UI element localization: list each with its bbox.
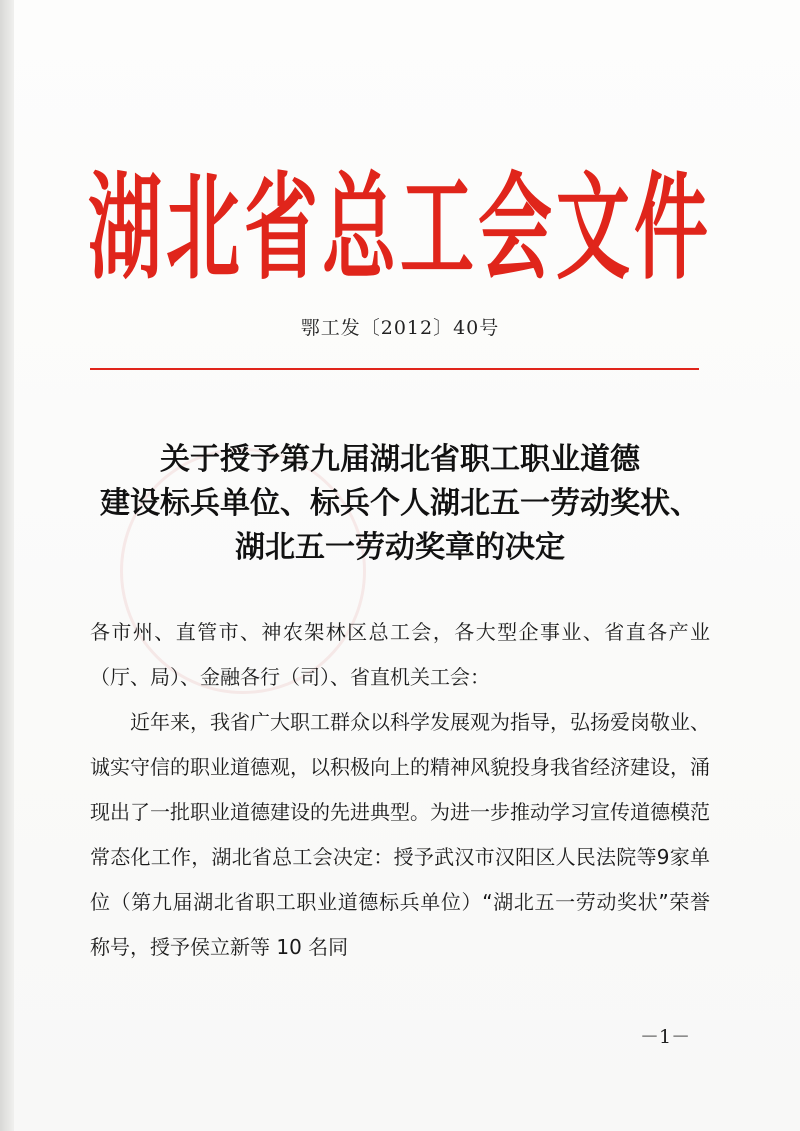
body-paragraph-1: 近年来，我省广大职工群众以科学发展观为指导，弘扬爱岗敬业、诚实守信的职业道德观，以积极向上的精神风貌投身我省经济建设，涌现出了一批职业道德建设的先进典型。为进一步推动学习宣传道德模范常态化工作，湖北省总工会决定：授予武汉市汉阳区人民法院等9家单位（第九届湖北省职工职业道德标兵单位）“湖北五一劳动奖状”荣誉称号，授予侯立新等 10 名同 <box>90 710 710 959</box>
recipients-paragraph: 各市州、直管市、神农架林区总工会，各大型企事业、省直各产业（厅、局）、金融各行（司）、省直机关工会： <box>90 620 710 689</box>
page-number: －1－ <box>640 1026 691 1048</box>
document-title-line-3: 湖北五一劳动奖章的决定 <box>235 530 565 565</box>
document-header-title: 湖北省总工会文件 <box>88 161 712 296</box>
document-title <box>0 438 800 570</box>
red-separator-line <box>90 368 699 370</box>
document-body <box>90 610 710 970</box>
document-title-line-2: 建设标兵单位、标兵个人湖北五一劳动奖状、 <box>100 486 700 521</box>
document-title-line-1: 关于授予第九届湖北省职工职业道德 <box>160 442 640 477</box>
document-number: 鄂工发〔2012〕40号 <box>300 317 500 339</box>
